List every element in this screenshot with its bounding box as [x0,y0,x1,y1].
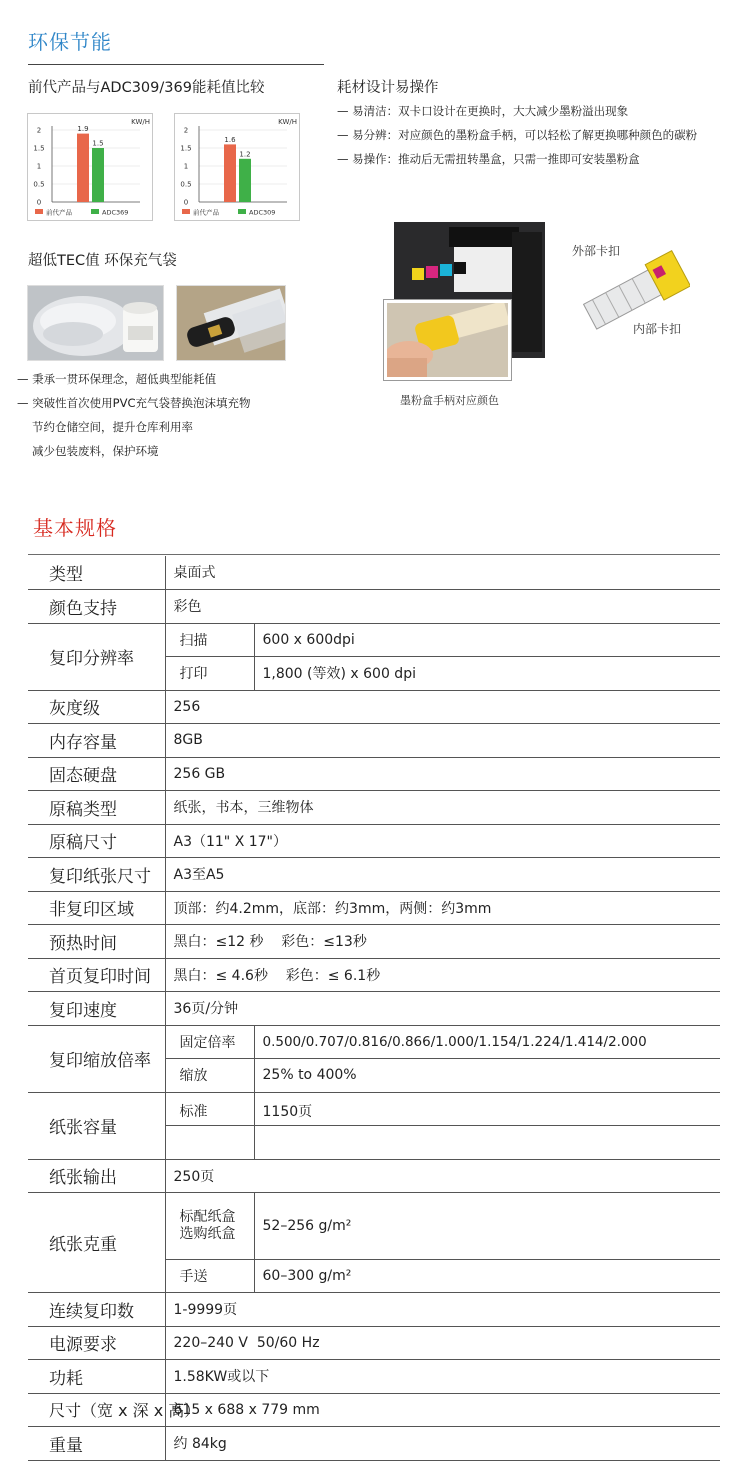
table-row [28,991,720,1025]
tec-point: — 秉承一贯环保理念，超低典型能耗值 [17,372,217,386]
tray-label-standard: 标配纸盒 [179,1208,236,1225]
spec-value: 黑白：≤12 秒 彩色：≤13秒 [165,924,720,958]
chart-tick-label: 1.5 [180,144,192,153]
table-row [28,623,720,656]
table-row [28,857,720,891]
spec-label: 尺寸（宽 x 深 x 高） [28,1393,165,1426]
table-row [28,1092,720,1125]
outer-latch-label: 外部卡扣 [572,244,621,258]
table-row [28,1426,720,1460]
spec-value: 顶部：约4.2mm，底部：约3mm，两侧：约3mm [165,891,720,924]
spec-value: 8GB [165,723,720,757]
chart-tick-label: 2 [36,126,42,135]
spec-label: 内存容量 [28,723,165,757]
spec-value: A3（11" X 17"） [165,824,720,857]
chart-legend-label: 前代产品 [193,208,219,217]
chart-unit-label: KW/H [278,118,297,126]
air-bag-photo [27,285,164,361]
chart-legend-swatch [35,209,43,214]
spec-value: 纸张，书本，三维物体 [165,790,720,824]
chart-unit-label: KW/H [131,118,150,126]
consumables-point: — 易操作：推动后无需扭转墨盒，只需一推即可安装墨粉盒 [337,152,640,166]
chart-bar [224,144,236,202]
spec-value: 256 GB [165,757,720,790]
spec-value: 36页/分钟 [165,991,720,1025]
chart-legend-label: 前代产品 [46,208,72,217]
toner-handle-inset [384,300,511,380]
tec-point: 减少包装废料，保护环境 [32,444,159,458]
spec-value: 约 84kg [165,1426,720,1460]
spec-table [28,556,720,1461]
toner-caption: 墨粉盒手柄对应颜色 [400,394,499,407]
chart-bar [77,134,89,202]
chart-legend-label: ADC309 [249,208,276,217]
chart-tick-label: 1 [36,162,42,171]
spec-value: 彩色 [165,589,720,623]
chart-data-label: 1.2 [239,150,251,159]
toner-handle-illustration [387,303,508,377]
bottle-in-bag-photo [176,285,286,361]
chart-data-label: 1.5 [92,139,104,148]
spec-sublabel: 固定倍率 [165,1025,254,1058]
chart-data-label: 1.9 [77,125,89,134]
spec-label: 首页复印时间 [28,958,165,991]
spec-label: 复印缩放倍率 [28,1025,165,1092]
spec-sublabel-empty [165,1125,254,1159]
chart-tick-label: 1.5 [33,144,45,153]
spec-label: 复印速度 [28,991,165,1025]
spec-value: 黑白：≤ 4.6秒 彩色：≤ 6.1秒 [165,958,720,991]
table-row [28,1025,720,1058]
energy-chart-adc309 [174,113,300,221]
spec-label: 类型 [28,556,165,589]
spec-sublabel: 打印 [165,656,254,690]
spec-label: 复印分辨率 [28,623,165,690]
spec-sublabel [165,1192,254,1259]
tec-point: 节约仓储空间，提升仓库利用率 [32,420,193,434]
spec-value: 250页 [165,1159,720,1192]
air-bag-illustration [28,286,164,361]
spec-value: 1-9999页 [165,1292,720,1326]
spec-value: 52–256 g/m² [254,1192,720,1259]
spec-label: 原稿尺寸 [28,824,165,857]
table-row [28,1326,720,1359]
spec-value: 600 x 600dpi [254,623,720,656]
spec-label: 纸张克重 [28,1192,165,1292]
chart-tick-label: 1 [183,162,189,171]
spec-value: 桌面式 [165,556,720,589]
energy-compare-title: 前代产品与ADC309/369能耗值比较 [28,80,265,96]
spec-sublabel: 标准 [165,1092,254,1125]
inner-latch-label: 内部卡扣 [633,322,682,336]
chart-tick-label: 0.5 [180,180,192,189]
chart-legend-swatch [238,209,246,214]
chart-legend-label: ADC369 [102,208,129,217]
spec-value: 615 x 688 x 779 mm [165,1393,720,1426]
energy-chart-adc369-svg [28,114,152,220]
consumables-list [337,99,697,171]
table-row [28,589,720,623]
spec-value: A3至A5 [165,857,720,891]
consumables-point: — 易分辨：对应颜色的墨粉盒手柄，可以轻松了解更换哪种颜色的碳粉 [337,128,698,142]
tec-point: — 突破性首次使用PVC充气袋替换泡沫填充物 [17,396,251,410]
spec-label: 预热时间 [28,924,165,958]
tec-title: 超低TEC值 环保充气袋 [28,253,177,269]
table-row [28,690,720,723]
spec-value: 0.500/0.707/0.816/0.866/1.000/1.154/1.224/1.414/2.000 [254,1025,720,1058]
spec-label: 纸张输出 [28,1159,165,1192]
table-row [28,1159,720,1192]
tray-label-optional: 选购纸盒 [179,1225,236,1242]
table-row [28,824,720,857]
table-row [28,958,720,991]
spec-label: 非复印区域 [28,891,165,924]
spec-label: 原稿类型 [28,790,165,824]
consumables-title: 耗材设计易操作 [337,80,439,96]
chart-bar [239,159,251,202]
spec-value: 1.58KW或以下 [165,1359,720,1393]
table-row [28,1192,720,1259]
spec-label: 固态硬盘 [28,757,165,790]
table-row [28,723,720,757]
table-row [28,1292,720,1326]
spec-sublabel: 扫描 [165,623,254,656]
spec-label: 连续复印数 [28,1292,165,1326]
energy-chart-adc369 [27,113,153,221]
chart-tick-label: 2 [183,126,189,135]
eco-section-title: 环保节能 [28,30,112,54]
bottle-illustration [177,286,286,361]
tec-points [17,367,251,463]
consumables-point: — 易清洁：双卡口设计在更换时，大大减少墨粉溢出现象 [337,104,629,118]
spec-value: 256 [165,690,720,723]
spec-label: 功耗 [28,1359,165,1393]
chart-data-label: 1.6 [224,135,236,144]
spec-section-title: 基本规格 [33,516,117,540]
table-row [28,790,720,824]
spec-value: 220–240 V 50/60 Hz [165,1326,720,1359]
spec-label: 纸张容量 [28,1092,165,1159]
chart-bar [92,148,104,202]
spec-label: 电源要求 [28,1326,165,1359]
table-row [28,556,720,589]
chart-legend-swatch [182,209,190,214]
spec-sublabel: 缩放 [165,1058,254,1092]
table-row [28,891,720,924]
spec-value: 60–300 g/m² [254,1259,720,1292]
table-row [28,1359,720,1393]
spec-top-rule [28,554,720,555]
spec-sublabel: 手送 [165,1259,254,1292]
chart-tick-label: 0 [183,198,189,207]
spec-value: 25% to 400% [254,1058,720,1092]
spec-value: 1,800 (等效) x 600 dpi [254,656,720,690]
table-row [28,924,720,958]
chart-legend-swatch [91,209,99,214]
spec-label: 复印纸张尺寸 [28,857,165,891]
table-row [28,1393,720,1426]
spec-value-empty [254,1125,720,1159]
table-row [28,757,720,790]
chart-tick-label: 0.5 [33,180,45,189]
eco-title-rule [28,64,324,65]
spec-value: 1150页 [254,1092,720,1125]
energy-chart-adc309-svg [175,114,299,220]
spec-label: 灰度级 [28,690,165,723]
spec-label: 颜色支持 [28,589,165,623]
chart-tick-label: 0 [36,198,42,207]
spec-label: 重量 [28,1426,165,1460]
